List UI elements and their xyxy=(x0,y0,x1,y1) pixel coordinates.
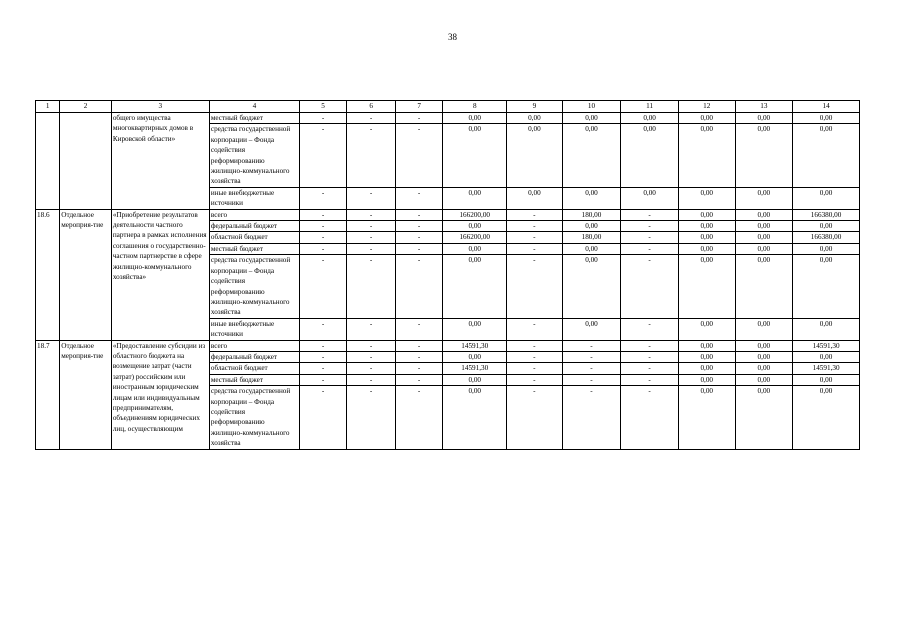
funding-source: областной бюджет xyxy=(209,363,299,374)
amount-cell: - xyxy=(347,363,396,374)
amount-cell: - xyxy=(621,340,679,351)
amount-cell: - xyxy=(621,232,679,243)
col-header: 11 xyxy=(621,101,679,113)
amount-cell: 0,00 xyxy=(443,221,507,232)
col-header: 8 xyxy=(443,101,507,113)
amount-cell: 0,00 xyxy=(507,113,563,124)
amount-cell: - xyxy=(395,318,443,340)
amount-cell: - xyxy=(347,232,396,243)
amount-cell: - xyxy=(395,243,443,254)
amount-cell: - xyxy=(621,318,679,340)
amount-cell: 0,00 xyxy=(562,318,621,340)
amount-cell: - xyxy=(347,386,396,449)
amount-cell: 0,00 xyxy=(678,209,735,220)
amount-cell: - xyxy=(299,124,347,187)
amount-cell: 0,00 xyxy=(621,113,679,124)
col-header: 3 xyxy=(111,101,209,113)
amount-cell: - xyxy=(299,221,347,232)
amount-cell: 0,00 xyxy=(443,113,507,124)
amount-cell: 0,00 xyxy=(562,221,621,232)
amount-cell: - xyxy=(395,255,443,318)
amount-cell: - xyxy=(347,374,396,385)
amount-cell: 0,00 xyxy=(735,209,793,220)
item-number: 18.7 xyxy=(36,340,60,449)
col-header: 12 xyxy=(678,101,735,113)
amount-cell: - xyxy=(299,187,347,209)
col-header: 6 xyxy=(347,101,396,113)
amount-cell: - xyxy=(621,363,679,374)
item-name: «Приобретение результатов деятельности частного партнера в рамках исполнения соглашения о государственно-частном партнерстве в сфере жилищно-коммунального хозяйства» xyxy=(111,209,209,340)
amount-cell: - xyxy=(562,386,621,449)
amount-cell: 0,00 xyxy=(678,113,735,124)
funding-source: средства государственной корпорации – Фонда содействия реформированию жилищно-коммунального хозяйства xyxy=(209,255,299,318)
amount-cell: - xyxy=(299,318,347,340)
amount-cell: - xyxy=(395,232,443,243)
amount-cell: 0,00 xyxy=(678,255,735,318)
amount-cell: - xyxy=(507,255,563,318)
amount-cell: 0,00 xyxy=(735,124,793,187)
page-number: 38 xyxy=(448,32,457,42)
amount-cell: 0,00 xyxy=(735,232,793,243)
budget-table xyxy=(35,100,860,450)
amount-cell: 0,00 xyxy=(793,318,860,340)
table-row xyxy=(36,340,860,351)
amount-cell: - xyxy=(395,363,443,374)
funding-source: федеральный бюджет xyxy=(209,351,299,362)
amount-cell: 0,00 xyxy=(621,187,679,209)
amount-cell: 166200,00 xyxy=(443,232,507,243)
amount-cell: 0,00 xyxy=(678,386,735,449)
table-row xyxy=(36,113,860,124)
amount-cell: 0,00 xyxy=(621,124,679,187)
funding-source: средства государственной корпорации – Фонда содействия реформированию жилищно-коммунального хозяйства xyxy=(209,386,299,449)
amount-cell: 0,00 xyxy=(443,187,507,209)
amount-cell: 0,00 xyxy=(735,386,793,449)
item-number: 18.6 xyxy=(36,209,60,340)
amount-cell: 0,00 xyxy=(793,374,860,385)
amount-cell: - xyxy=(395,209,443,220)
amount-cell: 0,00 xyxy=(735,113,793,124)
amount-cell: - xyxy=(395,221,443,232)
amount-cell: - xyxy=(299,232,347,243)
item-name: «Предоставление субсидии из областного бюджета на возмещение затрат (части затрат) российским или иностранным юридическим лицам или индивидуальным предпринимателям, объединениям юридических лиц, осуществляющим xyxy=(111,340,209,449)
amount-cell: - xyxy=(347,351,396,362)
amount-cell: 0,00 xyxy=(735,187,793,209)
amount-cell: - xyxy=(299,113,347,124)
amount-cell: - xyxy=(507,232,563,243)
amount-cell: 0,00 xyxy=(443,351,507,362)
amount-cell: 0,00 xyxy=(735,351,793,362)
amount-cell: 0,00 xyxy=(443,318,507,340)
amount-cell: - xyxy=(562,374,621,385)
amount-cell: - xyxy=(395,374,443,385)
amount-cell: 0,00 xyxy=(678,232,735,243)
col-header: 5 xyxy=(299,101,347,113)
col-header: 13 xyxy=(735,101,793,113)
amount-cell: 0,00 xyxy=(678,351,735,362)
amount-cell: - xyxy=(507,340,563,351)
item-name: общего имущества многоквартирных домов в Кировской области» xyxy=(111,113,209,210)
amount-cell: - xyxy=(621,243,679,254)
amount-cell: 0,00 xyxy=(443,255,507,318)
amount-cell: 0,00 xyxy=(735,318,793,340)
amount-cell: - xyxy=(507,374,563,385)
amount-cell: - xyxy=(562,351,621,362)
amount-cell: - xyxy=(299,363,347,374)
amount-cell: 0,00 xyxy=(735,255,793,318)
amount-cell: 0,00 xyxy=(562,113,621,124)
amount-cell: 0,00 xyxy=(793,255,860,318)
amount-cell: - xyxy=(347,124,396,187)
amount-cell: 0,00 xyxy=(793,243,860,254)
amount-cell: - xyxy=(562,340,621,351)
amount-cell: 0,00 xyxy=(562,124,621,187)
amount-cell: - xyxy=(395,124,443,187)
header-row xyxy=(36,101,860,113)
col-header: 10 xyxy=(562,101,621,113)
amount-cell: 0,00 xyxy=(443,386,507,449)
amount-cell: - xyxy=(621,255,679,318)
amount-cell: 0,00 xyxy=(793,113,860,124)
amount-cell: - xyxy=(347,209,396,220)
amount-cell: 0,00 xyxy=(443,124,507,187)
amount-cell: - xyxy=(347,318,396,340)
amount-cell: 0,00 xyxy=(678,187,735,209)
amount-cell: - xyxy=(299,340,347,351)
amount-cell: 14591,30 xyxy=(793,363,860,374)
amount-cell: - xyxy=(621,351,679,362)
amount-cell: - xyxy=(562,363,621,374)
item-type: Отдельное мероприя-тие xyxy=(60,209,112,340)
amount-cell: - xyxy=(507,318,563,340)
amount-cell: 0,00 xyxy=(793,351,860,362)
funding-source: местный бюджет xyxy=(209,374,299,385)
amount-cell: - xyxy=(395,187,443,209)
item-type xyxy=(60,113,112,210)
amount-cell: - xyxy=(347,221,396,232)
col-header: 2 xyxy=(60,101,112,113)
amount-cell: 0,00 xyxy=(562,255,621,318)
amount-cell: - xyxy=(299,209,347,220)
amount-cell: 0,00 xyxy=(735,243,793,254)
amount-cell: - xyxy=(299,255,347,318)
amount-cell: 0,00 xyxy=(793,386,860,449)
funding-source: федеральный бюджет xyxy=(209,221,299,232)
amount-cell: - xyxy=(395,113,443,124)
funding-source: иные внебюджетные источники xyxy=(209,187,299,209)
amount-cell: - xyxy=(299,351,347,362)
amount-cell: 0,00 xyxy=(678,340,735,351)
amount-cell: 0,00 xyxy=(793,124,860,187)
amount-cell: - xyxy=(621,209,679,220)
funding-source: местный бюджет xyxy=(209,243,299,254)
funding-source: всего xyxy=(209,340,299,351)
amount-cell: 0,00 xyxy=(735,374,793,385)
amount-cell: - xyxy=(507,209,563,220)
amount-cell: 0,00 xyxy=(562,243,621,254)
amount-cell: - xyxy=(299,374,347,385)
amount-cell: 14591,30 xyxy=(443,340,507,351)
amount-cell: 0,00 xyxy=(678,221,735,232)
amount-cell: 0,00 xyxy=(443,243,507,254)
funding-source: средства государственной корпорации – Фонда содействия реформированию жилищно-коммунального хозяйства xyxy=(209,124,299,187)
col-header: 1 xyxy=(36,101,60,113)
amount-cell: 0,00 xyxy=(793,187,860,209)
amount-cell: 166380,00 xyxy=(793,209,860,220)
item-type: Отдельное мероприя-тие xyxy=(60,340,112,449)
amount-cell: 0,00 xyxy=(735,340,793,351)
amount-cell: 166380,00 xyxy=(793,232,860,243)
amount-cell: - xyxy=(299,243,347,254)
amount-cell: - xyxy=(395,340,443,351)
amount-cell: 0,00 xyxy=(562,187,621,209)
amount-cell: - xyxy=(621,374,679,385)
amount-cell: 0,00 xyxy=(678,243,735,254)
amount-cell: - xyxy=(621,386,679,449)
amount-cell: - xyxy=(395,386,443,449)
amount-cell: - xyxy=(507,243,563,254)
amount-cell: - xyxy=(347,113,396,124)
amount-cell: 0,00 xyxy=(507,124,563,187)
col-header: 9 xyxy=(507,101,563,113)
funding-source: всего xyxy=(209,209,299,220)
amount-cell: 0,00 xyxy=(443,374,507,385)
amount-cell: 0,00 xyxy=(793,221,860,232)
amount-cell: - xyxy=(299,386,347,449)
amount-cell: - xyxy=(507,351,563,362)
amount-cell: 0,00 xyxy=(678,124,735,187)
amount-cell: 0,00 xyxy=(678,318,735,340)
col-header: 4 xyxy=(209,101,299,113)
table-row xyxy=(36,209,860,220)
amount-cell: 14591,30 xyxy=(793,340,860,351)
amount-cell: - xyxy=(395,351,443,362)
funding-source: иные внебюджетные источники xyxy=(209,318,299,340)
amount-cell: - xyxy=(507,363,563,374)
amount-cell: 166200,00 xyxy=(443,209,507,220)
col-header: 7 xyxy=(395,101,443,113)
amount-cell: - xyxy=(507,221,563,232)
amount-cell: 0,00 xyxy=(735,221,793,232)
amount-cell: 180,00 xyxy=(562,232,621,243)
amount-cell: - xyxy=(347,340,396,351)
amount-cell: - xyxy=(347,187,396,209)
funding-source: местный бюджет xyxy=(209,113,299,124)
amount-cell: 0,00 xyxy=(678,363,735,374)
amount-cell: 0,00 xyxy=(678,374,735,385)
amount-cell: - xyxy=(347,243,396,254)
amount-cell: - xyxy=(507,386,563,449)
col-header: 14 xyxy=(793,101,860,113)
amount-cell: 0,00 xyxy=(735,363,793,374)
amount-cell: 0,00 xyxy=(507,187,563,209)
amount-cell: 180,00 xyxy=(562,209,621,220)
funding-source: областной бюджет xyxy=(209,232,299,243)
amount-cell: - xyxy=(347,255,396,318)
item-number xyxy=(36,113,60,210)
amount-cell: 14591,30 xyxy=(443,363,507,374)
amount-cell: - xyxy=(621,221,679,232)
